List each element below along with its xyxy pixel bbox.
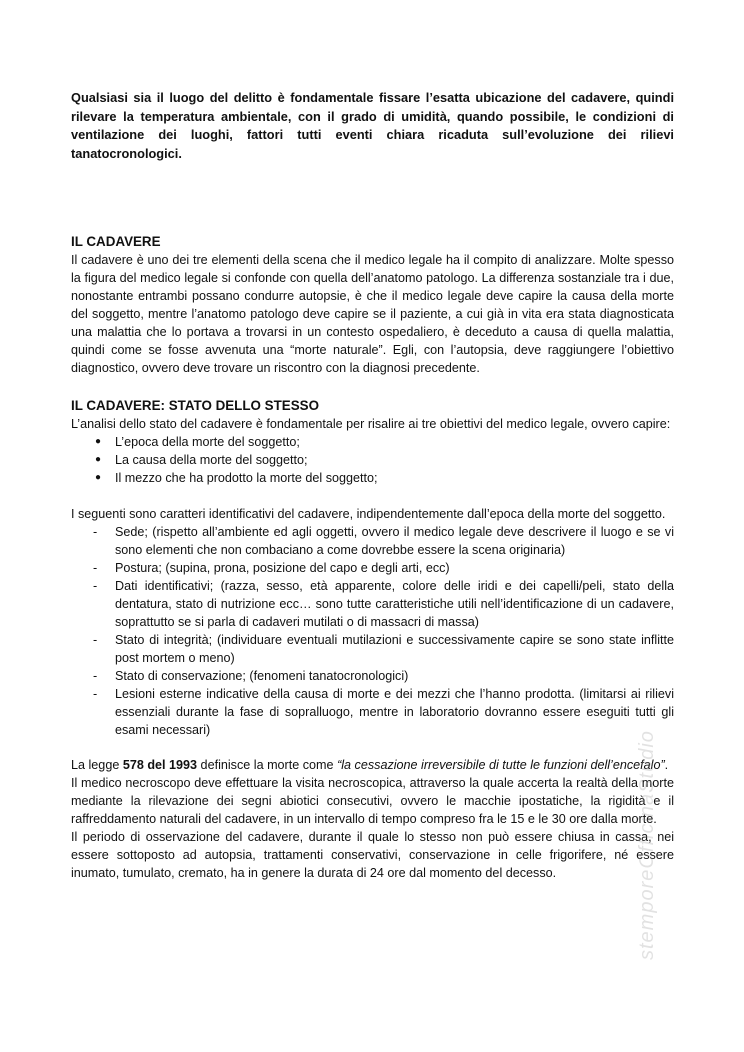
osservazione-paragraph: Il periodo di osservazione del cadavere, durante il quale lo stesso non può essere chiusa in cassa, nei essere sottoposto ad autopsia, trattamenti conservativi, conservazione in celle frigorifere, né essere inumato, tumulato, cremato, ha in genere la durata di 24 ore dal momento del decesso. bbox=[71, 830, 674, 880]
section-title-cadavere: IL CADAVERE bbox=[71, 234, 161, 249]
law-paragraph bbox=[71, 756, 674, 774]
law-quote: “la cessazione irreversibile di tutte le funzioni dell’encefalo” bbox=[337, 758, 665, 772]
document-page bbox=[71, 89, 674, 882]
list-item: ● La causa della morte del soggetto; bbox=[95, 451, 674, 469]
list-item: - Stato di conservazione; (fenomeni tanatocronologici) bbox=[93, 667, 674, 685]
law-pre: La legge bbox=[71, 758, 123, 772]
list-item: ● L’epoca della morte del soggetto; bbox=[95, 433, 674, 451]
necroscopo-paragraph: Il medico necroscopo deve effettuare la visita necroscopica, attraverso la quale accerta la realtà della morte mediante la rilevazione dei segni abiotici consecutivi, ovvero le macchie ipostatiche, la rigidità e il raffreddamento naturali del cadavere, in un intervallo di tempo compreso fra le 15 e le 30 ore dalla morte. bbox=[71, 776, 674, 826]
list-item: - Postura; (supina, prona, posizione del capo e degli arti, ecc) bbox=[93, 559, 674, 577]
law-post: . bbox=[664, 758, 669, 772]
characters-list bbox=[71, 523, 674, 739]
characters-lead-paragraph: I seguenti sono caratteri identificativi del cadavere, indipendentemente dall’epoca della morte del soggetto. bbox=[71, 507, 666, 521]
law-number: 578 del 1993 bbox=[122, 758, 198, 772]
list-item: - Lesioni esterne indicative della causa di morte e dei mezzi che l’hanno prodotta. (limitarsi ai rilievi essenziali durante la fase di sopralluogo, mentre in laboratorio dovranno essere eseguiti tutti gli esami necessari) bbox=[93, 685, 674, 739]
objectives-list bbox=[71, 433, 674, 487]
list-item: - Stato di integrità; (individuare eventuali mutilazioni e successivamente capire se sono state inflitte post mortem o meno) bbox=[93, 631, 674, 667]
list-item: - Sede; (rispetto all’ambiente ed agli oggetti, ovvero il medico legale deve descrivere il luogo e se vi sono elementi che non combaciano a come dovrebbe essere la scena originaria) bbox=[93, 523, 674, 559]
stato-lead-paragraph: L’analisi dello stato del cadavere è fondamentale per risalire ai tre obiettivi del medico legale, ovvero capire: bbox=[71, 417, 671, 431]
list-item: ● Il mezzo che ha prodotto la morte del soggetto; bbox=[95, 469, 674, 487]
intro-paragraph: Qualsiasi sia il luogo del delitto è fondamentale fissare l’esatta ubicazione del cadavere, quindi rilevare la temperatura ambientale, con il grado di umidità, quando possibile, le condizioni di ventilazione dei luoghi, fattori tutti eventi chiara ricaduta sull’evoluzione dei rilievi tanatocronologici. bbox=[71, 90, 674, 161]
watermark: stemporeOfficinaStudio bbox=[636, 730, 658, 960]
cadavere-paragraph: Il cadavere è uno dei tre elementi della scena che il medico legale ha il compito di analizzare. Molte spesso la figura del medico legale si confonde con quella dell’anatomo patologo. La differenza sostanziale tra i due, nonostante entrambi possano condurre autopsie, è che il medico legale deve capire la causa della morte del soggetto, mentre l’anatomo patologo deve capire se il paziente, a cui già in vita era stata diagnosticata una malattia che lo portava a trovarsi in un contesto ospedaliero, è deceduto a causa di quella malattia, quindi come se fosse avvenuta una “morte naturale”. Egli, con l’autopsia, deve raggiungere l’obiettivo diagnostico, ovvero deve trovare un riscontro con la diagnosi precedente. bbox=[71, 253, 674, 375]
list-item: - Dati identificativi; (razza, sesso, età apparente, colore delle iridi e dei capelli/peli, stato della dentatura, stato di nutrizione ecc… sono tutte caratteristiche utili nell’identificazione di un cadavere, soprattutto se si parla di cadaveri mutilati o di massacri di massa) bbox=[93, 577, 674, 631]
law-mid: definisce la morte come bbox=[197, 758, 338, 772]
section-title-stato: IL CADAVERE: STATO DELLO STESSO bbox=[71, 398, 319, 413]
